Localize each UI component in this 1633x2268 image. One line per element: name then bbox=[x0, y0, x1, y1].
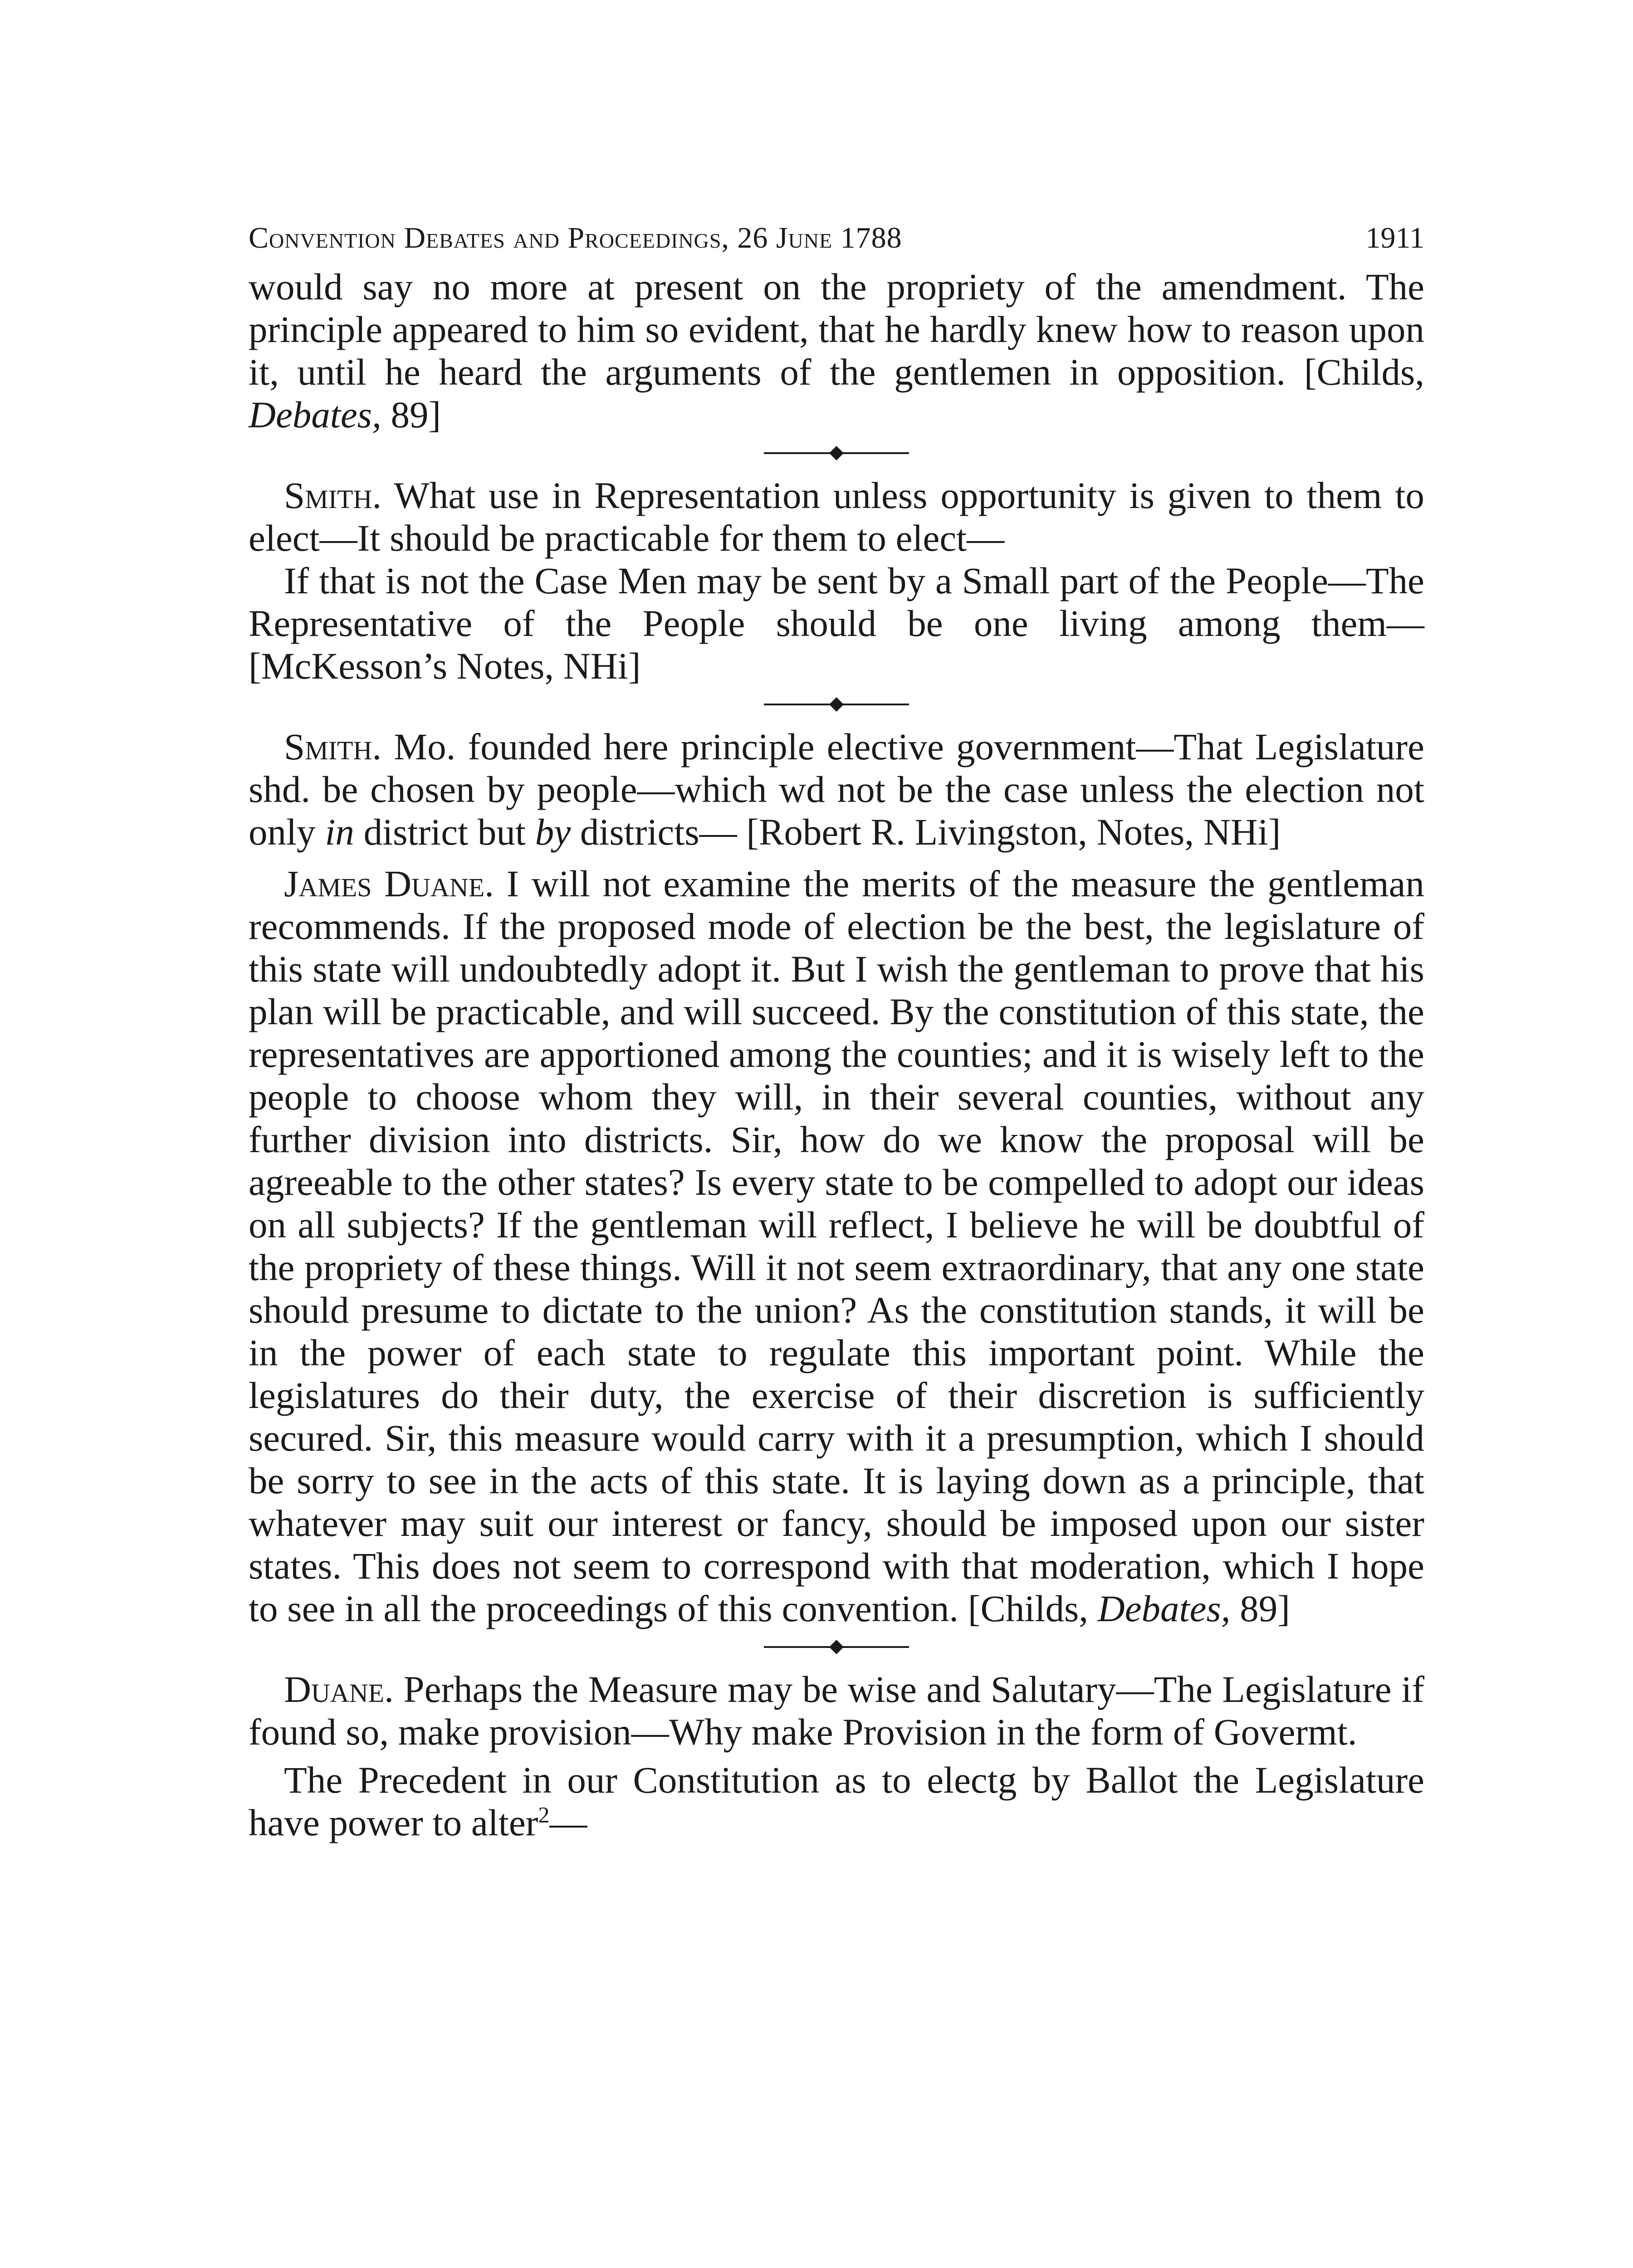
paragraph-smith-mckesson-1: Smith. What use in Representation unless opportunity is given to them to elect—It should be practicable for them to elect— bbox=[249, 474, 1424, 559]
paragraph-childs-1: would say no more at present on the propriety of the amendment. The principle appeared to him so evident, that he hardly knew how to reason upon it, until he heard the arguments of the gentlemen in opposition. [Childs, Debates, 89] bbox=[249, 266, 1424, 435]
ornament-divider bbox=[764, 1633, 909, 1661]
paragraph-duane-notes-1: Duane. Perhaps the Measure may be wise and Salutary—The Legislature if found so, make provision—Why make Provision in the form of Govermt. bbox=[249, 1668, 1424, 1753]
footnote-marker[interactable]: 2 bbox=[538, 1802, 550, 1828]
paragraph-smith-livingston: Smith. Mo. founded here principle elective government—That Legislature shd. be chosen by people—which wd not be the case unless the election not only in district but by districts— [Robert R. Livingston, Notes, NHi] bbox=[249, 726, 1424, 853]
citation-italic: Debates, bbox=[1097, 1588, 1231, 1629]
running-header bbox=[249, 220, 1424, 256]
speaker-name: James Duane. bbox=[284, 863, 494, 904]
speaker-name: Smith. bbox=[284, 474, 382, 516]
ornament-divider bbox=[764, 440, 909, 467]
citation-italic: Debates, bbox=[249, 394, 381, 435]
speaker-name: Duane. bbox=[284, 1668, 394, 1710]
running-title: Convention Debates and Proceedings, 26 June 1788 bbox=[249, 221, 902, 254]
speaker-name: Smith. bbox=[284, 726, 382, 767]
paragraph-duane-childs: James Duane. I will not examine the merits of the measure the gentleman recommends. If the proposed mode of election be the best, the legislature of this state will undoubtedly adopt it. But I wish the gentleman to prove that his plan will be practicable, and will succeed. By the constitution of this state, the representatives are apportioned among the counties; and it is wisely left to the people to choose whom they will, in their several counties, without any further division into districts. Sir, how do we know the proposal will be agreeable to the other states? Is every state to be compelled to adopt our ideas on all subjects? If the gentleman will reflect, I believe he will be doubtful of the propriety of these things. Will it not seem extraordinary, that any one state should presume to dictate to the union? As the constitution stands, it will be in the power of each state to regulate this important point. While the legislatures do their duty, the exercise of their discretion is sufficiently secured. Sir, this measure would carry with it a presumption, which I should be sorry to see in the acts of this state. It is laying down as a principle, that whatever may suit our interest or fancy, should be imposed upon our sister states. This does not seem to correspond with that moderation, which I hope to see in all the proceedings of this convention. [Childs, Debates, 89] bbox=[249, 863, 1424, 1629]
ornament-divider bbox=[764, 691, 909, 718]
document-page bbox=[249, 220, 1424, 1844]
paragraph-duane-notes-2: The Precedent in our Constitution as to electg by Ballot the Legislature have power to alter$^2$— bbox=[249, 1759, 1424, 1843]
paragraph-smith-mckesson-2: If that is not the Case Men may be sent by a Small part of the People—The Representative of the People should be one living among them— [McKesson’s Notes, NHi] bbox=[249, 560, 1424, 687]
page-number: 1911 bbox=[1365, 221, 1424, 254]
